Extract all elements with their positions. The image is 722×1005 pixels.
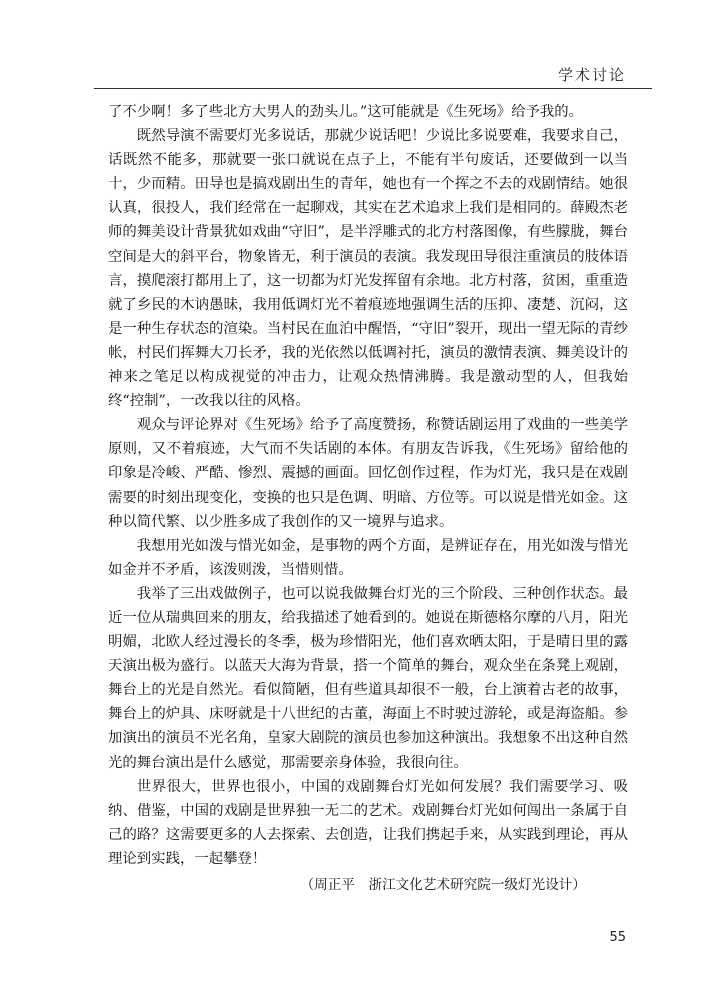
article-body (108, 100, 628, 897)
paragraph: 了不少啊！多了些北方大男人的劲头儿。”这可能就是《生死场》给予我的。 (108, 104, 584, 120)
paragraph: 既然导演不需要灯光多说话，那就少说话吧！少说比多说要难，我要求自己，话既然不能多，那就要一张口就说在点子上，不能有半句废话，还要做到一以当十，少而精。田导也是搞戏剧出生的青年，她也有一个挥之不去的戏剧情结。她很认真，很投人，我们经常在一起聊戏，其实在艺术追求上我们是相同的。薛殿杰老师的舞美设计背景犹如戏曲“守旧”，是半浮雕式的北方村落图像，有些朦胧，舞台空间是大的斜平台，物象皆无，利于演员的表演。我发现田导很注重演员的肢体语言，摸爬滚打都用上了，这一切都为灯光发挥留有余地。北方村落，贫困，重重造就了乡民的木讷愚昧，我用低调灯光不着痕迹地强调生活的压抑、凄楚、沉闷，这是一种生存状态的渲染。当村民在血泊中醒悟，“守旧”裂开，现出一望无际的青纱帐，村民们挥舞大刀长矛，我的光依然以低调衬托，演员的激情表演、舞美设计的神来之笔足以构成视觉的冲击力，让观众热情沸腾。我是激动型的人，但我始终“控制”，一改我以往的风格。 (108, 128, 628, 410)
section-label: 学术讨论 (557, 66, 626, 84)
author-signature: （周正平 浙江文化艺术研究院一级灯光设计） (300, 877, 586, 893)
page-number: 55 (609, 930, 626, 945)
header-rule (94, 88, 652, 89)
paragraph: 观众与评论界对《生死场》给予了高度赞扬，称赞话剧运用了戏曲的一些美学原则，又不着痕迹，大气而不失话剧的本体。有朋友告诉我，《生死场》留给他的印象是冷峻、严酷、惨烈、震撼的画面。回忆创作过程，作为灯光，我只是在戏剧需要的时刻出现变化，变换的也只是色调、明暗、方位等。可以说是惜光如金。这种以简代繁、以少胜多成了我创作的又一境界与追求。 (108, 417, 628, 530)
paragraph: 我想用光如泼与惜光如金，是事物的两个方面，是辨证存在，用光如泼与惜光如金并不矛盾，该泼则泼，当惜则惜。 (108, 537, 628, 578)
paragraph: 世界很大，世界也很小，中国的戏剧舞台灯光如何发展？我们需要学习、吸纳、借鉴，中国的戏剧是世界独一无二的艺术。戏剧舞台灯光如何闯出一条属于自己的路？这需要更多的人去探索、去创造，让我们携起手来，从实践到理论，再从理论到实践，一起攀登！ (108, 778, 628, 867)
paragraph: 我举了三出戏做例子，也可以说我做舞台灯光的三个阶段、三种创作状态。最近一位从瑞典回来的朋友，给我描述了她看到的。她说在斯德格尔摩的八月，阳光明媚，北欧人经过漫长的冬季，极为珍惜阳光，他们喜欢晒太阳，于是晴日里的露天演出极为盛行。以蓝天大海为背景，搭一个简单的舞台，观众坐在条凳上观剧，舞台上的光是自然光。看似简陋，但有些道具却很不一般，台上演着古老的故事，舞台上的炉具、床呀就是十八世纪的古董，海面上不时驶过游轮，或是海盗船。参加演出的演员不光名角，皇家大剧院的演员也参加这种演出。我想象不出这种自然光的舞台演出是什么感觉，那需要亲身体验，我很向往。 (108, 585, 628, 771)
